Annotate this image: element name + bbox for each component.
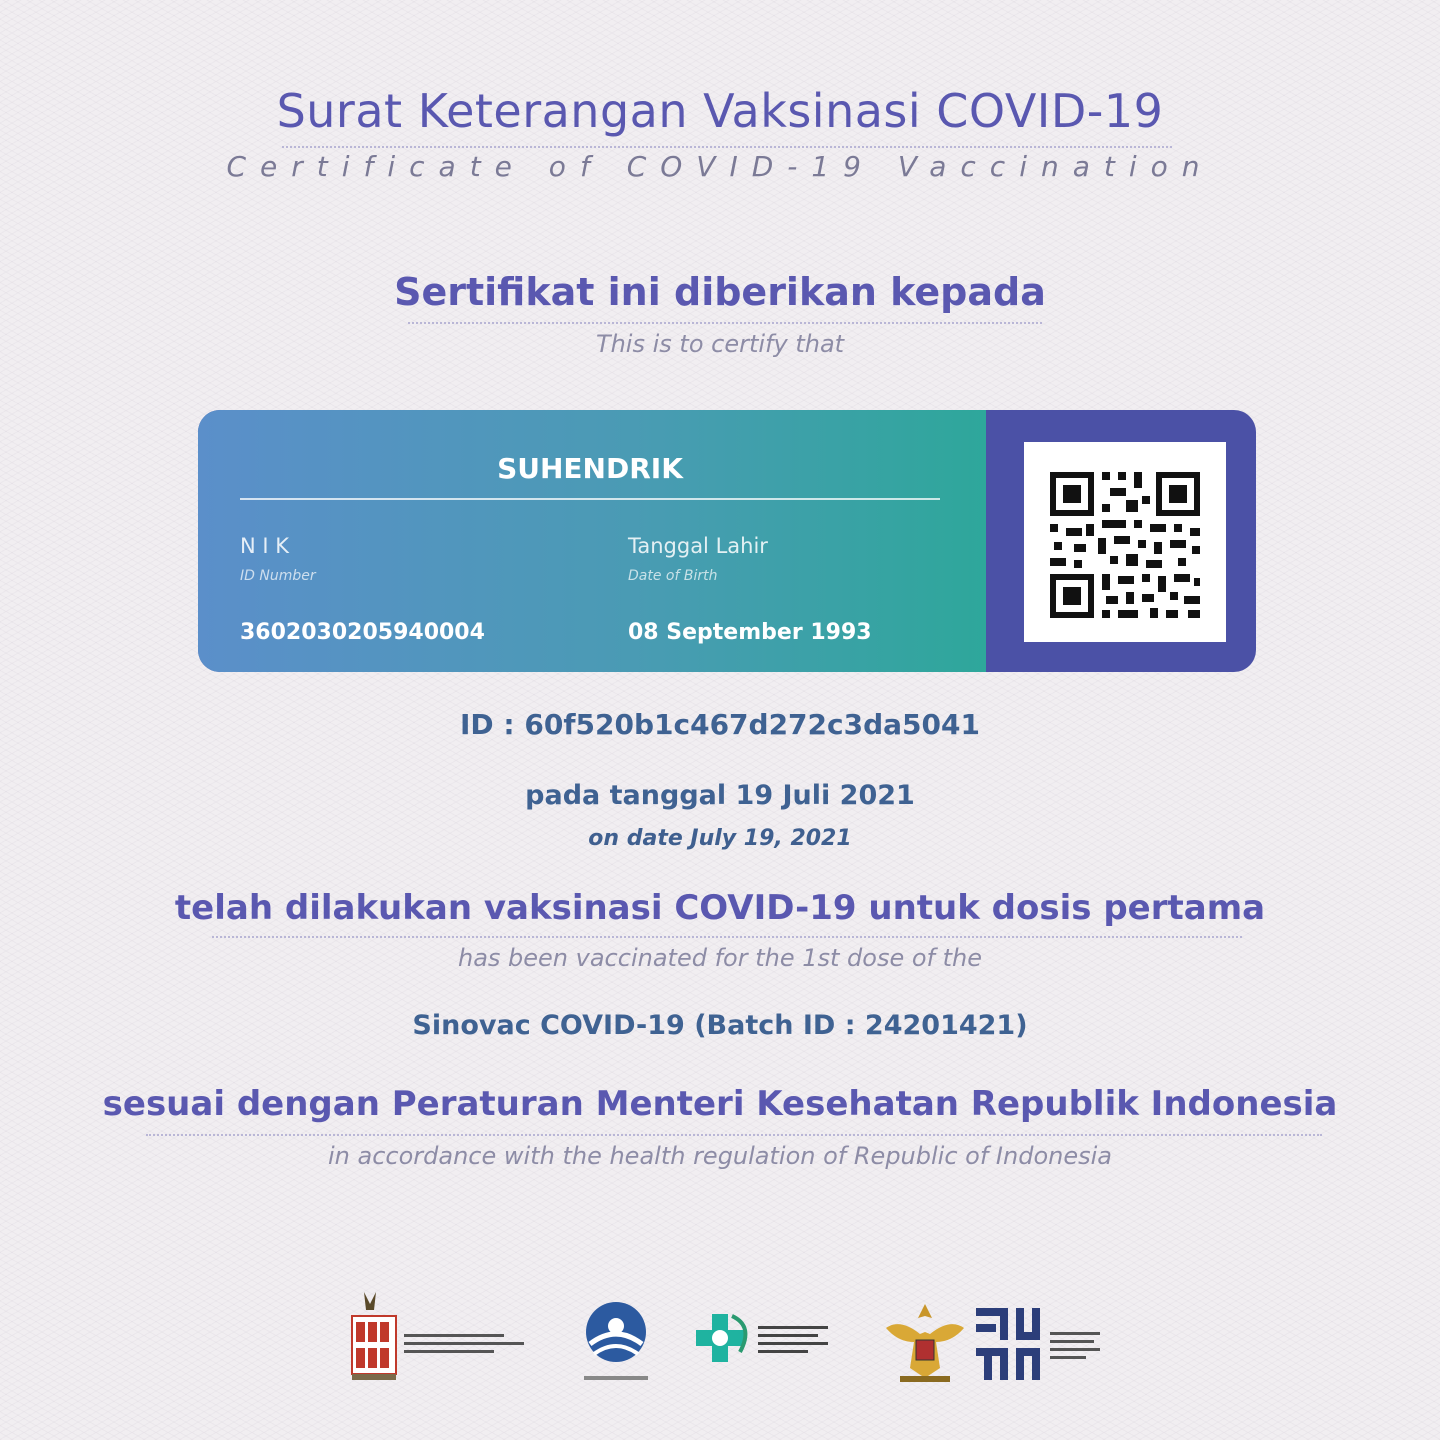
regulation-title: sesuai dengan Peraturan Menteri Kesehatan Republik Indonesia bbox=[102, 1084, 1338, 1124]
vaccination-divider bbox=[212, 936, 1242, 938]
regulation-subtitle: in accordance with the health regulation of Republic of Indonesia bbox=[328, 1142, 1112, 1170]
partner-logos bbox=[0, 1288, 1440, 1398]
recipient-intro-title: Sertifikat ini diberikan kepada bbox=[394, 270, 1046, 314]
bumn-logo bbox=[972, 1302, 1112, 1390]
recipient-card bbox=[198, 410, 1256, 672]
certificate-subtitle: Certificate of COVID-19 Vaccination bbox=[226, 150, 1214, 183]
dob-sublabel: Date of Birth bbox=[628, 568, 718, 584]
recipient-name: SUHENDRIK bbox=[497, 452, 683, 485]
nik-label: N I K bbox=[240, 534, 290, 558]
kpc-pen-logo bbox=[348, 1288, 538, 1392]
regulation-divider bbox=[146, 1134, 1322, 1136]
vaccination-date-en: on date July 19, 2021 bbox=[588, 826, 852, 851]
certificate-title: Surat Keterangan Vaksinasi COVID-19 bbox=[276, 84, 1164, 138]
recipient-card-info-panel bbox=[198, 410, 986, 672]
garuda-logo bbox=[880, 1298, 970, 1392]
recipient-intro-subtitle: This is to certify that bbox=[595, 330, 845, 358]
vaccine-info: Sinovac COVID-19 (Batch ID : 24201421) bbox=[412, 1010, 1028, 1041]
nik-value: 3602030205940004 bbox=[240, 620, 485, 645]
dob-label: Tanggal Lahir bbox=[628, 534, 768, 558]
dob-value: 08 September 1993 bbox=[628, 620, 872, 645]
certificate-id: ID : 60f520b1c467d272c3da5041 bbox=[460, 708, 980, 741]
qr-code-icon bbox=[1024, 442, 1226, 642]
nik-sublabel: ID Number bbox=[240, 568, 316, 584]
title-divider bbox=[282, 146, 1172, 148]
qr-code bbox=[1024, 442, 1226, 642]
kemenkes-logo bbox=[692, 1306, 842, 1390]
recipient-intro-divider bbox=[408, 322, 1042, 324]
vaccination-subtitle: has been vaccinated for the 1st dose of the bbox=[457, 944, 982, 972]
kominfo-logo bbox=[576, 1296, 660, 1392]
recipient-name-divider bbox=[240, 498, 940, 500]
vaccination-date: pada tanggal 19 Juli 2021 bbox=[525, 780, 915, 811]
vaccination-title: telah dilakukan vaksinasi COVID-19 untuk dosis pertama bbox=[174, 888, 1266, 928]
